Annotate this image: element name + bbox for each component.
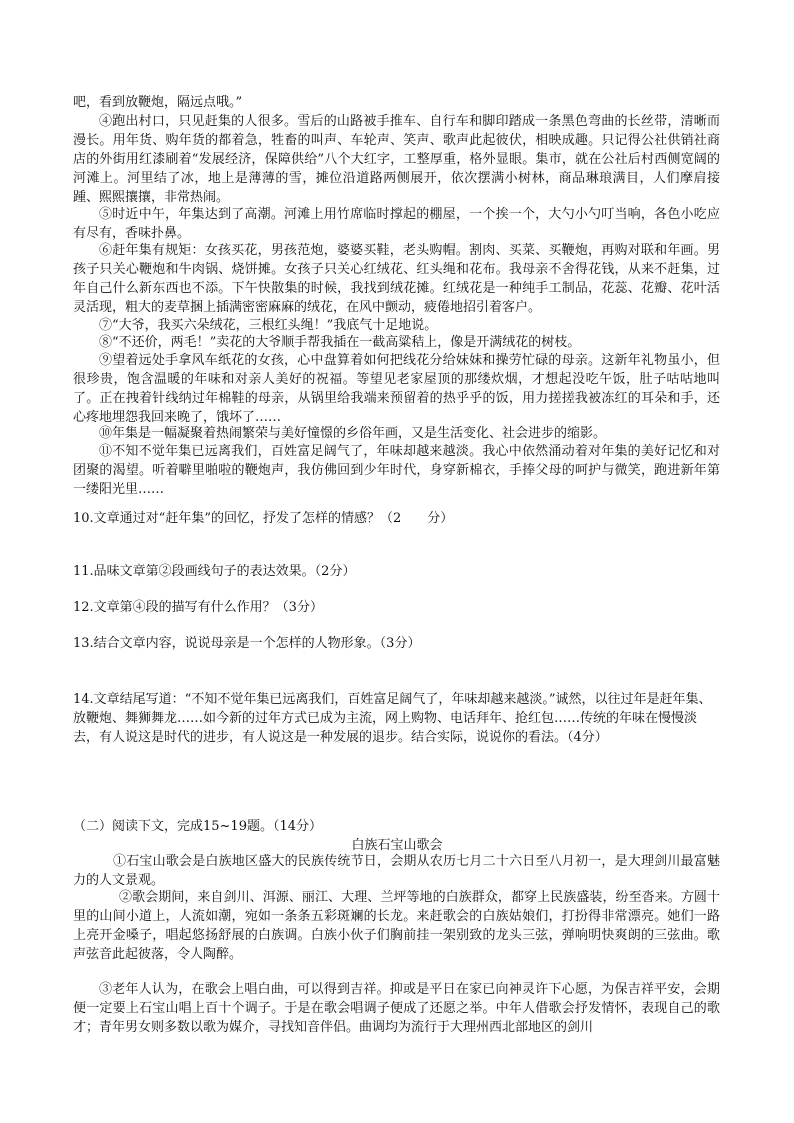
section-two-header: （二）阅读下文，完成15~19题。（14分） [73, 819, 323, 834]
question-11: 11.品味文章第②段画线句子的表达效果。（2分） [73, 564, 356, 579]
question-14: 14.文章结尾写道：“不知不觉年集已远离我们，百姓富足阔气了，年味却越来越淡。”诚然，以往过年是赶年集、放鞭炮、舞狮舞龙……如今新的过年方式已成为主流，网上购物、电话拜年、抢红包……传统的年味在慢慢淡去，有人说这是时代的进步，有人说这是一种发展的退步。结合实际，说说你的看法。（4分） [73, 692, 712, 745]
article-title: 白族石宝山歌会 [351, 838, 443, 853]
question-13: 13.结合文章内容，说说母亲是一个怎样的人物形象。（3分） [73, 636, 421, 651]
paragraph-9: ⑨望着远处手拿风车纸花的女孩，心中盘算着如何把线花分给妹妹和操劳忙碌的母亲。这新年礼物虽小，但很珍贵，饱含温暖的年味和对亲人美好的祝福。等望见老家屋顶的那缕炊烟，才想起没吃午饭，肚子咕咕地叫了。正在拽着针线纳过年棉鞋的母亲，从锅里给我端来预留着的热乎乎的饭，用力搓搓我被冻红的耳朵和手，还心疼地埋怨我回来晚了，饿坏了…… [73, 353, 720, 425]
paragraph-6: ⑥赶年集有规矩：女孩买花，男孩范炮，婆婆买鞋，老头购帽。割肉、买菜、买鞭炮，再购对联和年画。男孩子只关心鞭炮和牛肉锅、烧饼摊。女孩子只关心红绒花、红头绳和花布。我母亲不舍得花钱，从来不赶集，过年自己什么新东西也不添。下午快散集的时候，我找到绒花摊。红绒花是一种纯手工制品，花蕊、花瓣、花叶活灵活现，粗大的麦草捆上插满密密麻麻的绒花，在风中颤动，疲倦地招引着客户。 [73, 243, 720, 315]
section-two-paragraph-2: ②歌会期间，来自剑川、洱源、丽江、大理、兰坪等地的白族群众，都穿上民族盛装，纷至沓来。方圆十里的山间小道上，人流如潮，宛如一条条五彩斑斓的长龙。来赶歌会的白族姑娘们，打扮得非常漂亮。她们一路上亮开金嗓子，唱起悠扬舒展的白族调。白族小伙子们胸前挂一架别致的龙头三弦，弹响明快爽朗的三弦曲。歌声弦音此起彼落，令人陶醉。 [73, 890, 720, 962]
paragraph-continuation: 吧，看到放鞭炮，隔远点哦。” [73, 95, 243, 110]
paragraph-10: ⑩年集是一幅凝聚着热闹繁荣与美好憧憬的乡俗年画，又是生活变化、社会进步的缩影。 [99, 426, 607, 441]
paragraph-11: ⑪不知不觉年集已远离我们，百姓富足阔气了，年味却越来越淡。我心中依然涌动着对年集的美好记忆和对团聚的渴望。听着噼里啪啦的鞭炮声，我仿佛回到少年时代，身穿新棉衣，手捧父母的呵护与微笑，跑进新年第一缕阳光里…… [73, 444, 720, 497]
paragraph-4: ④跑出村口，只见赶集的人很多。雪后的山路被手推车、自行车和脚印踏成一条黑色弯曲的长丝带，清晰而漫长。用年货、购年货的都着急，牲畜的叫声、车轮声、笑声、歌声此起彼伏，相映成趣。只记得公社供销社商店的外街用红漆刷着“发展经济，保障供给”八个大红字，工整厚重，格外显眼。集市，就在公社后村西侧宽阔的河滩上。河里结了冰，地上是薄薄的雪，摊位沿道路两侧展开，依次摆满小树林，商品琳琅满目，人们摩肩接踵、熙熙攘攘，非常热闹。 [73, 114, 720, 205]
question-10: 10.文章通过对“赶年集”的回忆，抒发了怎样的情感？（2 分） [73, 511, 454, 526]
section-two-paragraph-1: ①石宝山歌会是白族地区盛大的民族传统节日，会期从农历七月二十六日至八月初一，是大理剑川最富魅力的人文景观。 [73, 854, 720, 888]
paragraph-5: ⑤时近中午，年集达到了高潮。河滩上用竹席临时撑起的棚屋，一个挨一个，大勺小勺叮当响，各色小吃应有尽有，香味扑鼻。 [73, 207, 720, 241]
question-12: 12.文章第④段的描写有什么作用？（3分） [73, 600, 323, 615]
paragraph-7: ⑦“大爷，我买六朵绒花，三根红头绳！”我底气十足地说。 [99, 318, 438, 333]
section-two-paragraph-3: ③老年人认为，在歌会上唱白曲，可以得到吉祥。抑或是平日在家已向神灵许下心愿，为保吉祥平安，会期便一定要上石宝山唱上百十个调子。于是在歌会唱调子便成了还愿之举。中年人借歌会抒发情怀，表现自己的歌才；青年男女则多数以歌为媒介，寻找知音伴侣。曲调均为流行于大理州西北部地区的剑川 [73, 982, 720, 1035]
paragraph-8: ⑧“不还价，两毛！”卖花的大爷顺手帮我插在一截高粱秸上，像是开满绒花的树枝。 [99, 335, 581, 350]
